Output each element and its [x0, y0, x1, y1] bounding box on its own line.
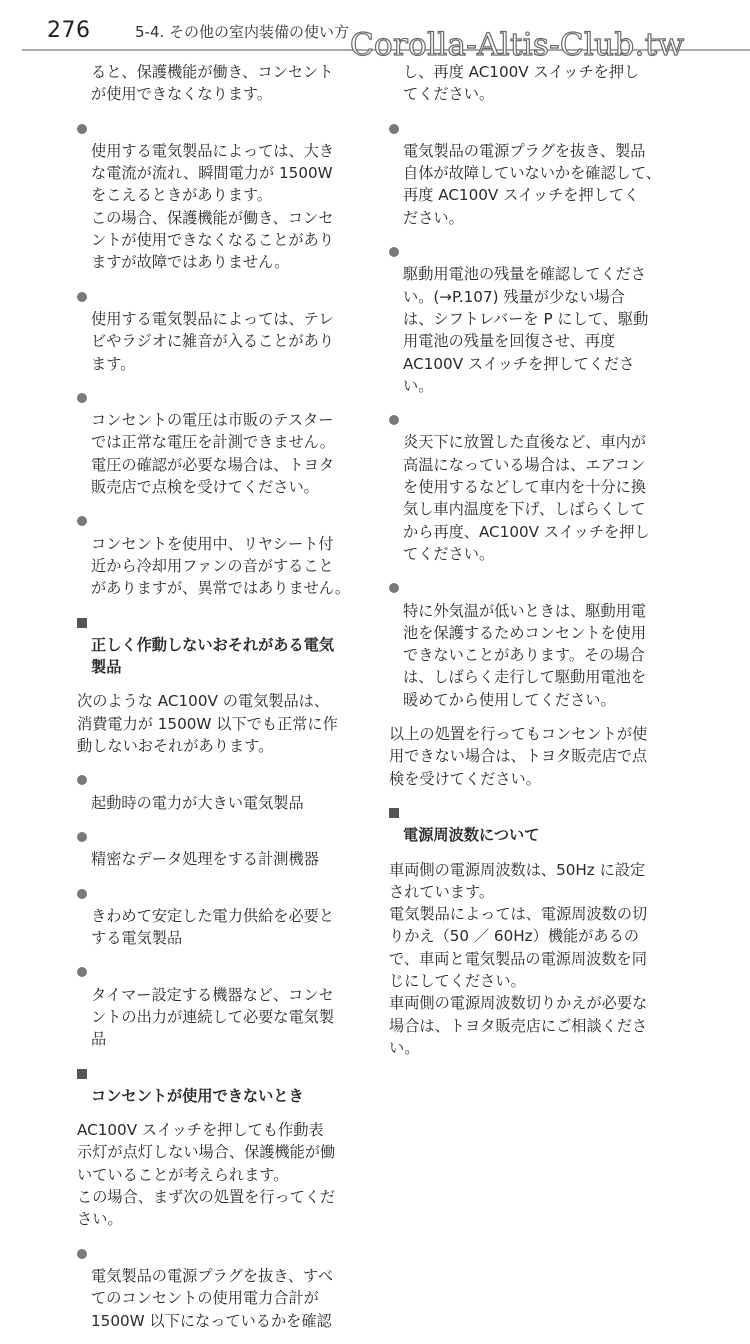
watermark: Corolla-Altis-Club.tw	[350, 27, 685, 63]
bullet-dot-icon	[77, 775, 87, 785]
square-bullet-icon	[77, 1069, 87, 1079]
bullet-text: タイマー設定する機器など、コンセ ントの出力が連続して必要な電気製 品	[91, 985, 334, 1049]
bullet-item	[389, 241, 675, 397]
bullet-dot-icon	[389, 247, 399, 257]
chapter-title: 5-4. その他の室内装備の使い方	[135, 23, 350, 41]
bullet-item	[77, 286, 363, 375]
bullet-text: 駆動用電池の残量を確認してくださ い。(→P.107) 残量が少ない場合 は、シフトレバーを P にして、駆動 用電池の残量を回復させ、再度 AC100V スイッチを押してくださ い。	[403, 265, 649, 395]
bullet-item	[77, 961, 363, 1050]
section-heading	[389, 802, 675, 847]
bullet-text: きわめて安定した電力供給を必要と する電気製品	[91, 906, 334, 948]
left-column	[77, 61, 363, 1344]
bullet-text: 炎天下に放置した直後など、車内が 高温になっている場合は、エアコン を使用するなどして車内を十分に換 気し車内温度を下げ、しばらくして から再度、AC100V スイッチを押し てください。	[403, 433, 650, 563]
bullet-dot-icon	[77, 292, 87, 302]
bullet-dot-icon	[77, 967, 87, 977]
bullet-text: コンセントを使用中、リヤシート付 近から冷却用ファンの音がすること がありますが、異常ではありません。	[91, 534, 351, 598]
bullet-dot-icon	[389, 583, 399, 593]
bullet-text: 特に外気温が低いときは、駆動用電 池を保護するためコンセントを使用 できないことがあります。その場合 は、しばらく走行して駆動用電池を 暖めてから使用してください。	[403, 601, 646, 709]
bullet-text: 電気製品の電源プラグを抜き、すべ てのコンセントの使用電力合計が 1500W 以下になっているかを確認	[91, 1266, 334, 1330]
heading-text: コンセントが使用できないとき	[91, 1086, 304, 1105]
bullet-text: 精密なデータ処理をする計測機器	[91, 850, 319, 869]
continuation-text: ると、保護機能が働き、コンセント が使用できなくなります。	[91, 63, 334, 104]
paragraph: AC100V スイッチを押しても作動表 示灯が点灯しない場合、保護機能が働 いていることが考えられます。 この場合、まず次の処置を行ってくだ さい。	[77, 1121, 336, 1229]
section-heading	[77, 1063, 363, 1108]
bullet-dot-icon	[77, 1249, 87, 1259]
section-heading	[77, 612, 363, 679]
paragraph: 次のような AC100V の電気製品は、 消費電力が 1500W 以下でも正常に作 動しないおそれがあります。	[77, 692, 338, 756]
bullet-dot-icon	[77, 832, 87, 842]
bullet-dot-icon	[77, 516, 87, 526]
bullet-item	[77, 826, 363, 871]
heading-text: 電源周波数について	[403, 826, 540, 845]
bullet-item	[389, 409, 675, 565]
bullet-text: 起動時の電力が大きい電気製品	[91, 793, 304, 812]
bullet-dot-icon	[77, 393, 87, 403]
right-column	[389, 61, 675, 1071]
bullet-item	[77, 769, 363, 814]
bullet-text: 使用する電気製品によっては、テレ ビやラジオに雑音が入ることがあり ます。	[91, 309, 334, 373]
continuation-text: し、再度 AC100V スイッチを押し てください。	[403, 63, 640, 104]
bullet-item	[77, 883, 363, 950]
heading-text: 正しく作動しないおそれがある電気 製品	[91, 635, 334, 677]
bullet-dot-icon	[77, 124, 87, 134]
bullet-dot-icon	[389, 415, 399, 425]
square-bullet-icon	[77, 618, 87, 628]
square-bullet-icon	[389, 808, 399, 818]
bullet-item	[77, 387, 363, 498]
page-number: 276	[47, 18, 91, 43]
bullet-dot-icon	[389, 124, 399, 134]
paragraph: 車両側の電源周波数は、50Hz に設定 されています。 電気製品によっては、電源周波数の切 りかえ（50 ／ 60Hz）機能があるの で、車両と電気製品の電源周波数を同 じにしてください。 車両側の電源周波数切りかえが必要な 場合は、トヨタ販売店にご相談くださ い。	[389, 860, 648, 1057]
bullet-item	[389, 118, 675, 229]
bullet-item	[389, 577, 675, 711]
bullet-dot-icon	[77, 889, 87, 899]
bullet-item	[77, 510, 363, 599]
bullet-item	[77, 1243, 363, 1332]
bullet-text: 電気製品の電源プラグを抜き、製品 自体が故障していないかを確認して、 再度 AC100V スイッチを押してく ださい。	[403, 141, 661, 227]
bullet-item	[77, 118, 363, 274]
paragraph: 以上の処置を行ってもコンセントが使 用できない場合は、トヨタ販売店で点 検を受けてください。	[389, 725, 648, 788]
bullet-text: コンセントの電圧は市販のテスター では正常な電圧を計測できません。 電圧の確認が必要な場合は、トヨタ 販売店で点検を受けてください。	[91, 411, 335, 497]
bullet-text: 使用する電気製品によっては、大き な電流が流れ、瞬間電力が 1500W をこえるときがあります。 この場合、保護機能が働き、コンセ ントが使用できなくなることがあり ますが故障ではありません。	[91, 141, 334, 272]
